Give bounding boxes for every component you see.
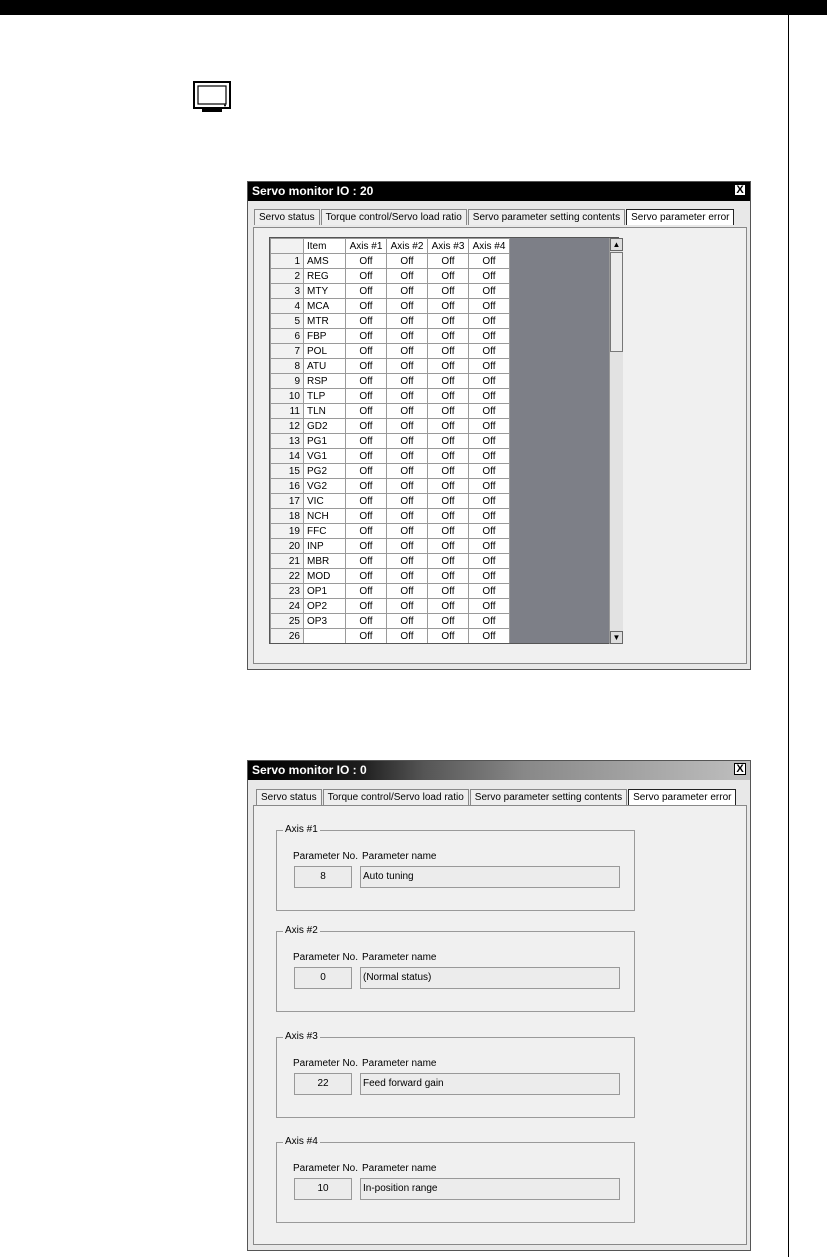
item-cell: TLP xyxy=(304,389,346,404)
table-row[interactable] xyxy=(271,434,510,449)
item-cell: FBP xyxy=(304,329,346,344)
item-cell: PG2 xyxy=(304,464,346,479)
table-row[interactable] xyxy=(271,584,510,599)
tab-strip xyxy=(256,789,737,805)
row-number: 2 xyxy=(271,269,304,284)
parameter-no-field: 8 xyxy=(294,866,352,888)
row-number: 4 xyxy=(271,299,304,314)
axis-value-cell: Off xyxy=(428,569,469,584)
axis-value-cell: Off xyxy=(428,509,469,524)
item-cell: REG xyxy=(304,269,346,284)
axis-value-cell: Off xyxy=(469,359,510,374)
axis-value-cell: Off xyxy=(387,449,428,464)
item-cell: GD2 xyxy=(304,419,346,434)
item-cell: ATU xyxy=(304,359,346,374)
axis-value-cell: Off xyxy=(469,389,510,404)
axis-value-cell: Off xyxy=(387,614,428,629)
axis-value-cell: Off xyxy=(428,599,469,614)
row-number: 9 xyxy=(271,374,304,389)
row-number: 24 xyxy=(271,599,304,614)
tab-servo-status[interactable]: Servo status xyxy=(254,209,320,225)
axis-value-cell: Off xyxy=(428,359,469,374)
axis-group-legend: Axis #4 xyxy=(285,1136,318,1147)
axis-value-cell: Off xyxy=(428,494,469,509)
axis-value-cell: Off xyxy=(387,539,428,554)
row-number-header xyxy=(271,239,304,254)
axis-value-cell: Off xyxy=(387,464,428,479)
axis-value-cell: Off xyxy=(428,434,469,449)
row-number: 12 xyxy=(271,419,304,434)
axis-value-cell: Off xyxy=(387,554,428,569)
axis-value-cell: Off xyxy=(469,329,510,344)
vertical-scrollbar[interactable] xyxy=(609,238,623,644)
axis-value-cell: Off xyxy=(428,299,469,314)
table-row[interactable] xyxy=(271,254,510,269)
table-row[interactable] xyxy=(271,479,510,494)
item-cell: MBR xyxy=(304,554,346,569)
item-cell: TLN xyxy=(304,404,346,419)
axis-value-cell: Off xyxy=(469,479,510,494)
item-cell: NCH xyxy=(304,509,346,524)
row-number: 16 xyxy=(271,479,304,494)
axis-value-cell: Off xyxy=(428,254,469,269)
tab-servo-parameter-error[interactable]: Servo parameter error xyxy=(626,209,734,225)
axis-group xyxy=(276,1136,635,1223)
axis-value-cell: Off xyxy=(469,374,510,389)
axis-value-cell: Off xyxy=(469,254,510,269)
parameter-no-label: Parameter No. xyxy=(293,952,359,963)
table-row[interactable] xyxy=(271,329,510,344)
axis-value-cell: Off xyxy=(346,464,387,479)
axis-value-cell: Off xyxy=(387,584,428,599)
item-cell xyxy=(304,629,346,644)
axis-value-cell: Off xyxy=(346,629,387,644)
axis-value-cell: Off xyxy=(387,419,428,434)
scroll-up-icon[interactable]: ▲ xyxy=(610,238,623,251)
axis-group-legend: Axis #1 xyxy=(285,824,318,835)
item-cell: OP2 xyxy=(304,599,346,614)
row-number: 26 xyxy=(271,629,304,644)
table-row[interactable] xyxy=(271,509,510,524)
column-header: Axis #2 xyxy=(387,239,428,254)
axis-value-cell: Off xyxy=(469,464,510,479)
axis-value-cell: Off xyxy=(469,419,510,434)
axis-value-cell: Off xyxy=(346,359,387,374)
axis-value-cell: Off xyxy=(469,599,510,614)
axis-value-cell: Off xyxy=(346,389,387,404)
axis-value-cell: Off xyxy=(428,389,469,404)
table-row[interactable] xyxy=(271,299,510,314)
axis-value-cell: Off xyxy=(469,449,510,464)
axis-value-cell: Off xyxy=(346,449,387,464)
io-grid xyxy=(269,237,619,644)
axis-value-cell: Off xyxy=(428,284,469,299)
axis-value-cell: Off xyxy=(469,584,510,599)
axis-value-cell: Off xyxy=(428,404,469,419)
axis-value-cell: Off xyxy=(346,524,387,539)
axis-value-cell: Off xyxy=(469,569,510,584)
row-number: 13 xyxy=(271,434,304,449)
axis-value-cell: Off xyxy=(346,494,387,509)
axis-value-cell: Off xyxy=(346,539,387,554)
parameter-name-field: In-position range xyxy=(360,1178,620,1200)
axis-value-cell: Off xyxy=(469,554,510,569)
axis-value-cell: Off xyxy=(346,479,387,494)
table-row[interactable] xyxy=(271,344,510,359)
row-number: 17 xyxy=(271,494,304,509)
monitor-icon xyxy=(192,80,232,114)
item-cell: POL xyxy=(304,344,346,359)
axis-value-cell: Off xyxy=(469,284,510,299)
row-number: 19 xyxy=(271,524,304,539)
row-number: 6 xyxy=(271,329,304,344)
table-row[interactable] xyxy=(271,524,510,539)
axis-value-cell: Off xyxy=(469,434,510,449)
axis-value-cell: Off xyxy=(387,284,428,299)
table-row[interactable] xyxy=(271,419,510,434)
row-number: 18 xyxy=(271,509,304,524)
item-cell: AMS xyxy=(304,254,346,269)
axis-value-cell: Off xyxy=(346,419,387,434)
item-cell: MTR xyxy=(304,314,346,329)
axis-value-cell: Off xyxy=(387,359,428,374)
close-icon[interactable]: X xyxy=(734,184,746,196)
axis-value-cell: Off xyxy=(428,419,469,434)
row-number: 14 xyxy=(271,449,304,464)
window-title-bar xyxy=(248,182,750,201)
axis-value-cell: Off xyxy=(469,509,510,524)
row-number: 25 xyxy=(271,614,304,629)
page-margin-rule xyxy=(788,15,789,1257)
axis-value-cell: Off xyxy=(387,524,428,539)
axis-value-cell: Off xyxy=(346,404,387,419)
item-cell: MCA xyxy=(304,299,346,314)
axis-value-cell: Off xyxy=(346,374,387,389)
row-number: 21 xyxy=(271,554,304,569)
axis-value-cell: Off xyxy=(387,374,428,389)
axis-value-cell: Off xyxy=(387,389,428,404)
axis-value-cell: Off xyxy=(346,569,387,584)
parameter-no-field: 10 xyxy=(294,1178,352,1200)
axis-value-cell: Off xyxy=(346,299,387,314)
tab-torque-control-servo-load-ratio[interactable]: Torque control/Servo load ratio xyxy=(321,209,467,225)
row-number: 5 xyxy=(271,314,304,329)
row-number: 11 xyxy=(271,404,304,419)
axis-value-cell: Off xyxy=(346,344,387,359)
tab-strip xyxy=(254,209,735,225)
servo-monitor-window-errors xyxy=(247,760,751,1251)
axis-value-cell: Off xyxy=(387,269,428,284)
axis-value-cell: Off xyxy=(428,329,469,344)
item-cell: OP1 xyxy=(304,584,346,599)
axis-value-cell: Off xyxy=(387,404,428,419)
page-header-bar xyxy=(0,0,827,15)
window-title-bar xyxy=(248,761,750,780)
table-header-row xyxy=(271,239,510,254)
item-cell: OP3 xyxy=(304,614,346,629)
item-cell: INP xyxy=(304,539,346,554)
axis-value-cell: Off xyxy=(469,314,510,329)
tab-servo-parameter-setting-contents[interactable]: Servo parameter setting contents xyxy=(470,789,627,805)
item-cell: VG2 xyxy=(304,479,346,494)
row-number: 23 xyxy=(271,584,304,599)
axis-value-cell: Off xyxy=(346,509,387,524)
table-row[interactable] xyxy=(271,314,510,329)
axis-value-cell: Off xyxy=(346,269,387,284)
table-row[interactable] xyxy=(271,614,510,629)
table-row[interactable] xyxy=(271,629,510,644)
parameter-no-label: Parameter No. xyxy=(293,1163,359,1174)
axis-value-cell: Off xyxy=(387,329,428,344)
row-number: 22 xyxy=(271,569,304,584)
axis-value-cell: Off xyxy=(387,509,428,524)
column-header: Axis #3 xyxy=(428,239,469,254)
axis-value-cell: Off xyxy=(387,569,428,584)
parameter-no-label: Parameter No. xyxy=(293,1058,359,1069)
table-row[interactable] xyxy=(271,269,510,284)
tab-servo-status[interactable]: Servo status xyxy=(256,789,322,805)
axis-value-cell: Off xyxy=(387,494,428,509)
table-row[interactable] xyxy=(271,404,510,419)
item-cell: PG1 xyxy=(304,434,346,449)
axis-value-cell: Off xyxy=(346,599,387,614)
axis-value-cell: Off xyxy=(387,434,428,449)
axis-value-cell: Off xyxy=(428,524,469,539)
parameter-name-label: Parameter name xyxy=(362,851,437,862)
tab-servo-parameter-setting-contents[interactable]: Servo parameter setting contents xyxy=(468,209,625,225)
axis-value-cell: Off xyxy=(469,269,510,284)
parameter-no-field: 0 xyxy=(294,967,352,989)
servo-monitor-window-table xyxy=(247,181,751,670)
table-row[interactable] xyxy=(271,554,510,569)
table-row[interactable] xyxy=(271,374,510,389)
item-cell: VIC xyxy=(304,494,346,509)
axis-value-cell: Off xyxy=(387,479,428,494)
io-table xyxy=(270,238,510,644)
axis-value-cell: Off xyxy=(469,299,510,314)
axis-value-cell: Off xyxy=(387,314,428,329)
axis-value-cell: Off xyxy=(387,599,428,614)
axis-group xyxy=(276,925,635,1012)
column-header: Axis #1 xyxy=(346,239,387,254)
axis-value-cell: Off xyxy=(469,629,510,644)
axis-value-cell: Off xyxy=(428,344,469,359)
parameter-no-field: 22 xyxy=(294,1073,352,1095)
axis-value-cell: Off xyxy=(387,344,428,359)
parameter-name-field: Feed forward gain xyxy=(360,1073,620,1095)
axis-value-cell: Off xyxy=(428,314,469,329)
item-cell: MOD xyxy=(304,569,346,584)
axis-group xyxy=(276,824,635,911)
axis-value-cell: Off xyxy=(346,584,387,599)
axis-group-legend: Axis #3 xyxy=(285,1031,318,1042)
axis-value-cell: Off xyxy=(428,464,469,479)
row-number: 3 xyxy=(271,284,304,299)
column-header: Axis #4 xyxy=(469,239,510,254)
axis-value-cell: Off xyxy=(346,329,387,344)
axis-value-cell: Off xyxy=(469,404,510,419)
axis-value-cell: Off xyxy=(428,614,469,629)
axis-value-cell: Off xyxy=(469,344,510,359)
axis-value-cell: Off xyxy=(387,299,428,314)
axis-value-cell: Off xyxy=(428,374,469,389)
axis-value-cell: Off xyxy=(428,449,469,464)
table-row[interactable] xyxy=(271,494,510,509)
tab-servo-parameter-error[interactable]: Servo parameter error xyxy=(628,789,736,805)
axis-value-cell: Off xyxy=(346,434,387,449)
column-header: Item xyxy=(304,239,346,254)
row-number: 15 xyxy=(271,464,304,479)
parameter-name-field: Auto tuning xyxy=(360,866,620,888)
parameter-name-field: (Normal status) xyxy=(360,967,620,989)
tab-panel xyxy=(253,805,747,1245)
window-title: Servo monitor IO : 20 xyxy=(252,184,374,198)
axis-value-cell: Off xyxy=(346,284,387,299)
axis-value-cell: Off xyxy=(346,614,387,629)
row-number: 7 xyxy=(271,344,304,359)
axis-value-cell: Off xyxy=(428,554,469,569)
axis-value-cell: Off xyxy=(469,524,510,539)
axis-value-cell: Off xyxy=(428,269,469,284)
scroll-down-icon[interactable]: ▼ xyxy=(610,631,623,644)
scroll-thumb[interactable] xyxy=(610,252,623,352)
axis-value-cell: Off xyxy=(469,539,510,554)
row-number: 1 xyxy=(271,254,304,269)
axis-value-cell: Off xyxy=(469,614,510,629)
table-row[interactable] xyxy=(271,284,510,299)
axis-value-cell: Off xyxy=(428,584,469,599)
item-cell: VG1 xyxy=(304,449,346,464)
table-row[interactable] xyxy=(271,569,510,584)
row-number: 20 xyxy=(271,539,304,554)
axis-value-cell: Off xyxy=(428,539,469,554)
table-row[interactable] xyxy=(271,359,510,374)
table-row[interactable] xyxy=(271,464,510,479)
parameter-no-label: Parameter No. xyxy=(293,851,359,862)
axis-value-cell: Off xyxy=(387,254,428,269)
axis-group xyxy=(276,1031,635,1118)
table-row[interactable] xyxy=(271,449,510,464)
axis-value-cell: Off xyxy=(346,314,387,329)
row-number: 10 xyxy=(271,389,304,404)
item-cell: MTY xyxy=(304,284,346,299)
axis-value-cell: Off xyxy=(387,629,428,644)
axis-value-cell: Off xyxy=(428,479,469,494)
axis-value-cell: Off xyxy=(428,629,469,644)
table-row[interactable] xyxy=(271,539,510,554)
table-row[interactable] xyxy=(271,599,510,614)
item-cell: FFC xyxy=(304,524,346,539)
axis-value-cell: Off xyxy=(346,554,387,569)
axis-value-cell: Off xyxy=(469,494,510,509)
tab-torque-control-servo-load-ratio[interactable]: Torque control/Servo load ratio xyxy=(323,789,469,805)
table-row[interactable] xyxy=(271,389,510,404)
axis-group-legend: Axis #2 xyxy=(285,925,318,936)
parameter-name-label: Parameter name xyxy=(362,1163,437,1174)
window-title: Servo monitor IO : 0 xyxy=(252,763,367,777)
axis-value-cell: Off xyxy=(346,254,387,269)
parameter-name-label: Parameter name xyxy=(362,952,437,963)
row-number: 8 xyxy=(271,359,304,374)
item-cell: RSP xyxy=(304,374,346,389)
parameter-name-label: Parameter name xyxy=(362,1058,437,1069)
close-icon[interactable]: X xyxy=(734,763,746,775)
